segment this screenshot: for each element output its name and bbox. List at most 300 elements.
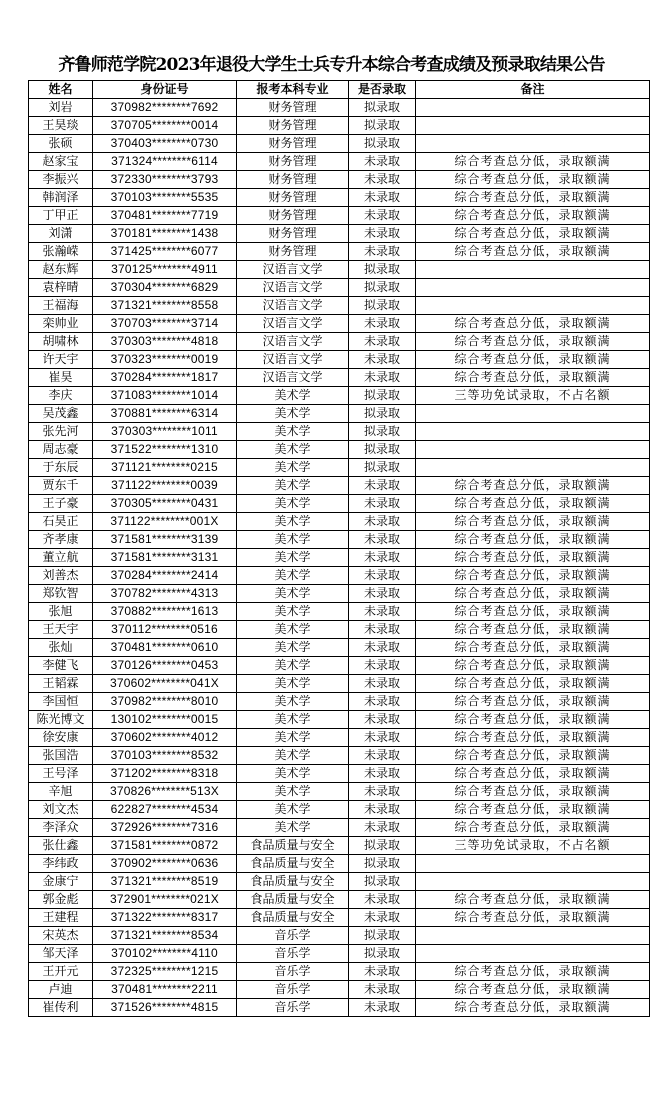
cell-note bbox=[416, 261, 650, 279]
header-admitted: 是否录取 bbox=[349, 81, 416, 99]
cell-admission-status: 未录取 bbox=[349, 783, 416, 801]
cell-id-number: 371526********4815 bbox=[93, 999, 237, 1017]
cell-note: 综合考查总分低，录取额满 bbox=[416, 171, 650, 189]
cell-major: 美术学 bbox=[237, 675, 349, 693]
cell-note bbox=[416, 99, 650, 117]
cell-note bbox=[416, 279, 650, 297]
cell-id-number: 370481********0610 bbox=[93, 639, 237, 657]
cell-admission-status: 拟录取 bbox=[349, 405, 416, 423]
cell-note: 综合考查总分低，录取额满 bbox=[416, 603, 650, 621]
cell-major: 美术学 bbox=[237, 549, 349, 567]
cell-name: 刘文杰 bbox=[29, 801, 93, 819]
table-row bbox=[29, 477, 650, 495]
cell-note: 综合考查总分低，录取额满 bbox=[416, 909, 650, 927]
table-body bbox=[29, 99, 650, 1017]
cell-admission-status: 未录取 bbox=[349, 495, 416, 513]
cell-id-number: 370481********7719 bbox=[93, 207, 237, 225]
table-row bbox=[29, 621, 650, 639]
cell-major: 美术学 bbox=[237, 711, 349, 729]
header-id: 身份证号 bbox=[93, 81, 237, 99]
cell-admission-status: 拟录取 bbox=[349, 135, 416, 153]
table-row bbox=[29, 801, 650, 819]
cell-admission-status: 拟录取 bbox=[349, 927, 416, 945]
cell-id-number: 370703********3714 bbox=[93, 315, 237, 333]
table-row bbox=[29, 855, 650, 873]
table-row bbox=[29, 837, 650, 855]
cell-admission-status: 未录取 bbox=[349, 315, 416, 333]
cell-admission-status: 未录取 bbox=[349, 711, 416, 729]
cell-note: 综合考查总分低，录取额满 bbox=[416, 639, 650, 657]
cell-id-number: 370705********0014 bbox=[93, 117, 237, 135]
cell-note: 综合考查总分低，录取额满 bbox=[416, 333, 650, 351]
table-row bbox=[29, 819, 650, 837]
cell-admission-status: 拟录取 bbox=[349, 837, 416, 855]
cell-note: 三等功免试录取，不占名额 bbox=[416, 387, 650, 405]
cell-admission-status: 未录取 bbox=[349, 657, 416, 675]
cell-admission-status: 未录取 bbox=[349, 801, 416, 819]
cell-admission-status: 未录取 bbox=[349, 675, 416, 693]
cell-id-number: 371322********8317 bbox=[93, 909, 237, 927]
cell-name: 王子豪 bbox=[29, 495, 93, 513]
cell-note: 综合考查总分低，录取额满 bbox=[416, 207, 650, 225]
cell-admission-status: 未录取 bbox=[349, 891, 416, 909]
table-row bbox=[29, 567, 650, 585]
cell-major: 美术学 bbox=[237, 585, 349, 603]
table-header-row bbox=[29, 81, 650, 99]
table-row bbox=[29, 99, 650, 117]
table-row bbox=[29, 135, 650, 153]
cell-admission-status: 未录取 bbox=[349, 189, 416, 207]
cell-note bbox=[416, 135, 650, 153]
cell-id-number: 370881********6314 bbox=[93, 405, 237, 423]
cell-note bbox=[416, 423, 650, 441]
cell-major: 汉语言文学 bbox=[237, 261, 349, 279]
cell-note: 综合考查总分低，录取额满 bbox=[416, 315, 650, 333]
cell-id-number: 370982********8010 bbox=[93, 693, 237, 711]
cell-note: 综合考查总分低，录取额满 bbox=[416, 999, 650, 1017]
cell-major: 汉语言文学 bbox=[237, 279, 349, 297]
cell-note: 综合考查总分低，录取额满 bbox=[416, 747, 650, 765]
cell-note bbox=[416, 441, 650, 459]
cell-name: 陈光博文 bbox=[29, 711, 93, 729]
cell-major: 财务管理 bbox=[237, 99, 349, 117]
cell-id-number: 372325********1215 bbox=[93, 963, 237, 981]
cell-id-number: 370103********5535 bbox=[93, 189, 237, 207]
table-row bbox=[29, 549, 650, 567]
cell-admission-status: 拟录取 bbox=[349, 423, 416, 441]
cell-note: 综合考查总分低，录取额满 bbox=[416, 783, 650, 801]
cell-name: 韩润泽 bbox=[29, 189, 93, 207]
cell-major: 美术学 bbox=[237, 819, 349, 837]
cell-id-number: 370782********4313 bbox=[93, 585, 237, 603]
cell-admission-status: 未录取 bbox=[349, 621, 416, 639]
table-row bbox=[29, 981, 650, 999]
results-table bbox=[28, 80, 650, 1017]
cell-admission-status: 拟录取 bbox=[349, 117, 416, 135]
table-row bbox=[29, 675, 650, 693]
table-row bbox=[29, 603, 650, 621]
cell-admission-status: 未录取 bbox=[349, 819, 416, 837]
cell-name: 徐安康 bbox=[29, 729, 93, 747]
cell-name: 张仕鑫 bbox=[29, 837, 93, 855]
cell-id-number: 371581********3131 bbox=[93, 549, 237, 567]
cell-major: 财务管理 bbox=[237, 189, 349, 207]
cell-name: 刘潇 bbox=[29, 225, 93, 243]
cell-note: 综合考查总分低，录取额满 bbox=[416, 243, 650, 261]
cell-admission-status: 未录取 bbox=[349, 171, 416, 189]
cell-admission-status: 拟录取 bbox=[349, 387, 416, 405]
cell-admission-status: 未录取 bbox=[349, 909, 416, 927]
cell-name: 许天宇 bbox=[29, 351, 93, 369]
cell-id-number: 370181********1438 bbox=[93, 225, 237, 243]
cell-note: 综合考查总分低，录取额满 bbox=[416, 225, 650, 243]
cell-id-number: 370602********041X bbox=[93, 675, 237, 693]
cell-major: 美术学 bbox=[237, 459, 349, 477]
cell-admission-status: 未录取 bbox=[349, 369, 416, 387]
cell-name: 李纬政 bbox=[29, 855, 93, 873]
cell-id-number: 370112********0516 bbox=[93, 621, 237, 639]
table-row bbox=[29, 423, 650, 441]
cell-id-number: 370882********1613 bbox=[93, 603, 237, 621]
cell-major: 美术学 bbox=[237, 387, 349, 405]
table-row bbox=[29, 351, 650, 369]
cell-id-number: 371522********1310 bbox=[93, 441, 237, 459]
table-row bbox=[29, 315, 650, 333]
cell-note: 综合考查总分低，录取额满 bbox=[416, 189, 650, 207]
cell-id-number: 371321********8558 bbox=[93, 297, 237, 315]
cell-admission-status: 未录取 bbox=[349, 225, 416, 243]
table-row bbox=[29, 279, 650, 297]
cell-id-number: 372901********021X bbox=[93, 891, 237, 909]
cell-id-number: 370284********2414 bbox=[93, 567, 237, 585]
cell-note: 综合考查总分低，录取额满 bbox=[416, 819, 650, 837]
cell-name: 张旭 bbox=[29, 603, 93, 621]
cell-note: 综合考查总分低，录取额满 bbox=[416, 693, 650, 711]
cell-major: 食品质量与安全 bbox=[237, 873, 349, 891]
table-row bbox=[29, 207, 650, 225]
cell-name: 张灿 bbox=[29, 639, 93, 657]
table-row bbox=[29, 729, 650, 747]
cell-name: 吴茂鑫 bbox=[29, 405, 93, 423]
cell-admission-status: 未录取 bbox=[349, 585, 416, 603]
cell-id-number: 370303********1011 bbox=[93, 423, 237, 441]
cell-note bbox=[416, 297, 650, 315]
cell-admission-status: 拟录取 bbox=[349, 297, 416, 315]
cell-major: 汉语言文学 bbox=[237, 297, 349, 315]
cell-major: 汉语言文学 bbox=[237, 351, 349, 369]
cell-admission-status: 未录取 bbox=[349, 747, 416, 765]
cell-admission-status: 拟录取 bbox=[349, 459, 416, 477]
cell-id-number: 371083********1014 bbox=[93, 387, 237, 405]
cell-major: 音乐学 bbox=[237, 999, 349, 1017]
cell-major: 音乐学 bbox=[237, 981, 349, 999]
cell-note bbox=[416, 117, 650, 135]
table-row bbox=[29, 963, 650, 981]
cell-note: 综合考查总分低，录取额满 bbox=[416, 765, 650, 783]
cell-name: 郭金彪 bbox=[29, 891, 93, 909]
table-row bbox=[29, 297, 650, 315]
table-row bbox=[29, 261, 650, 279]
cell-name: 于东辰 bbox=[29, 459, 93, 477]
cell-id-number: 371122********001X bbox=[93, 513, 237, 531]
cell-id-number: 371581********0872 bbox=[93, 837, 237, 855]
cell-note bbox=[416, 873, 650, 891]
table-row bbox=[29, 765, 650, 783]
cell-admission-status: 未录取 bbox=[349, 333, 416, 351]
cell-id-number: 622827********4534 bbox=[93, 801, 237, 819]
table-row bbox=[29, 747, 650, 765]
cell-note: 综合考查总分低，录取额满 bbox=[416, 369, 650, 387]
cell-admission-status: 拟录取 bbox=[349, 279, 416, 297]
cell-admission-status: 未录取 bbox=[349, 477, 416, 495]
cell-major: 美术学 bbox=[237, 765, 349, 783]
cell-note: 综合考查总分低，录取额满 bbox=[416, 621, 650, 639]
cell-major: 美术学 bbox=[237, 801, 349, 819]
cell-admission-status: 未录取 bbox=[349, 981, 416, 999]
cell-major: 音乐学 bbox=[237, 945, 349, 963]
cell-major: 美术学 bbox=[237, 621, 349, 639]
cell-id-number: 371321********8519 bbox=[93, 873, 237, 891]
cell-note: 综合考查总分低，录取额满 bbox=[416, 549, 650, 567]
cell-major: 美术学 bbox=[237, 531, 349, 549]
cell-admission-status: 拟录取 bbox=[349, 99, 416, 117]
cell-name: 王福海 bbox=[29, 297, 93, 315]
table-row bbox=[29, 171, 650, 189]
cell-id-number: 371121********0215 bbox=[93, 459, 237, 477]
cell-id-number: 370481********2211 bbox=[93, 981, 237, 999]
cell-major: 美术学 bbox=[237, 423, 349, 441]
cell-note: 综合考查总分低，录取额满 bbox=[416, 891, 650, 909]
cell-major: 美术学 bbox=[237, 495, 349, 513]
cell-major: 汉语言文学 bbox=[237, 369, 349, 387]
cell-id-number: 371324********6114 bbox=[93, 153, 237, 171]
cell-note: 综合考查总分低，录取额满 bbox=[416, 477, 650, 495]
table-row bbox=[29, 999, 650, 1017]
cell-admission-status: 拟录取 bbox=[349, 945, 416, 963]
cell-major: 美术学 bbox=[237, 603, 349, 621]
table-row bbox=[29, 531, 650, 549]
table-row bbox=[29, 693, 650, 711]
cell-name: 赵家宝 bbox=[29, 153, 93, 171]
cell-name: 王昊琰 bbox=[29, 117, 93, 135]
cell-admission-status: 未录取 bbox=[349, 963, 416, 981]
cell-name: 李振兴 bbox=[29, 171, 93, 189]
header-name: 姓名 bbox=[29, 81, 93, 99]
cell-note: 综合考查总分低，录取额满 bbox=[416, 585, 650, 603]
cell-admission-status: 未录取 bbox=[349, 603, 416, 621]
table-row bbox=[29, 711, 650, 729]
cell-id-number: 130102********0015 bbox=[93, 711, 237, 729]
header-major: 报考本科专业 bbox=[237, 81, 349, 99]
cell-id-number: 370303********4818 bbox=[93, 333, 237, 351]
table-row bbox=[29, 225, 650, 243]
cell-major: 美术学 bbox=[237, 639, 349, 657]
cell-major: 食品质量与安全 bbox=[237, 855, 349, 873]
table-row bbox=[29, 495, 650, 513]
cell-admission-status: 未录取 bbox=[349, 351, 416, 369]
cell-major: 食品质量与安全 bbox=[237, 837, 349, 855]
table-row bbox=[29, 513, 650, 531]
cell-major: 美术学 bbox=[237, 405, 349, 423]
table-row bbox=[29, 243, 650, 261]
cell-name: 王建程 bbox=[29, 909, 93, 927]
cell-id-number: 371202********8318 bbox=[93, 765, 237, 783]
cell-id-number: 371581********3139 bbox=[93, 531, 237, 549]
table-row bbox=[29, 459, 650, 477]
cell-note: 综合考查总分低，录取额满 bbox=[416, 567, 650, 585]
cell-note: 综合考查总分低，录取额满 bbox=[416, 351, 650, 369]
table-row bbox=[29, 153, 650, 171]
table-row bbox=[29, 117, 650, 135]
cell-id-number: 371122********0039 bbox=[93, 477, 237, 495]
table-row bbox=[29, 405, 650, 423]
cell-note: 综合考查总分低，录取额满 bbox=[416, 153, 650, 171]
table-row bbox=[29, 369, 650, 387]
table-row bbox=[29, 945, 650, 963]
cell-name: 邹天泽 bbox=[29, 945, 93, 963]
cell-name: 刘善杰 bbox=[29, 567, 93, 585]
cell-major: 财务管理 bbox=[237, 171, 349, 189]
cell-id-number: 370902********0636 bbox=[93, 855, 237, 873]
cell-name: 董立航 bbox=[29, 549, 93, 567]
cell-admission-status: 未录取 bbox=[349, 567, 416, 585]
cell-name: 王韬霖 bbox=[29, 675, 93, 693]
cell-major: 音乐学 bbox=[237, 963, 349, 981]
cell-note: 综合考查总分低，录取额满 bbox=[416, 981, 650, 999]
page-title: 齐鲁师范学院2023年退役大学生士兵专升本综合考查成绩及预录取结果公告 bbox=[58, 55, 605, 75]
header-note: 备注 bbox=[416, 81, 650, 99]
cell-major: 美术学 bbox=[237, 567, 349, 585]
cell-admission-status: 拟录取 bbox=[349, 261, 416, 279]
cell-id-number: 372926********7316 bbox=[93, 819, 237, 837]
cell-major: 美术学 bbox=[237, 657, 349, 675]
table-row bbox=[29, 909, 650, 927]
cell-name: 李泽众 bbox=[29, 819, 93, 837]
cell-major: 财务管理 bbox=[237, 243, 349, 261]
cell-note bbox=[416, 927, 650, 945]
cell-name: 王开元 bbox=[29, 963, 93, 981]
cell-major: 财务管理 bbox=[237, 135, 349, 153]
cell-admission-status: 未录取 bbox=[349, 153, 416, 171]
cell-note: 综合考查总分低，录取额满 bbox=[416, 711, 650, 729]
cell-admission-status: 拟录取 bbox=[349, 855, 416, 873]
cell-name: 刘岩 bbox=[29, 99, 93, 117]
cell-id-number: 370102********4110 bbox=[93, 945, 237, 963]
cell-major: 汉语言文学 bbox=[237, 333, 349, 351]
table-row bbox=[29, 333, 650, 351]
cell-id-number: 370826********513X bbox=[93, 783, 237, 801]
cell-name: 张瀚嵘 bbox=[29, 243, 93, 261]
cell-id-number: 370403********0730 bbox=[93, 135, 237, 153]
cell-admission-status: 拟录取 bbox=[349, 441, 416, 459]
cell-name: 崔昊 bbox=[29, 369, 93, 387]
cell-note: 综合考查总分低，录取额满 bbox=[416, 531, 650, 549]
cell-name: 李健飞 bbox=[29, 657, 93, 675]
cell-note: 综合考查总分低，录取额满 bbox=[416, 657, 650, 675]
cell-note bbox=[416, 855, 650, 873]
cell-admission-status: 未录取 bbox=[349, 207, 416, 225]
cell-name: 周志豪 bbox=[29, 441, 93, 459]
cell-name: 辛旭 bbox=[29, 783, 93, 801]
table-row bbox=[29, 585, 650, 603]
cell-note bbox=[416, 405, 650, 423]
cell-admission-status: 未录取 bbox=[349, 729, 416, 747]
table-row bbox=[29, 783, 650, 801]
cell-admission-status: 未录取 bbox=[349, 513, 416, 531]
cell-name: 金康宁 bbox=[29, 873, 93, 891]
cell-major: 美术学 bbox=[237, 477, 349, 495]
cell-admission-status: 未录取 bbox=[349, 765, 416, 783]
cell-id-number: 370284********1817 bbox=[93, 369, 237, 387]
cell-id-number: 370304********6829 bbox=[93, 279, 237, 297]
cell-note: 三等功免试录取，不占名额 bbox=[416, 837, 650, 855]
table-row bbox=[29, 873, 650, 891]
cell-major: 美术学 bbox=[237, 783, 349, 801]
cell-name: 袁梓晴 bbox=[29, 279, 93, 297]
cell-note: 综合考查总分低，录取额满 bbox=[416, 801, 650, 819]
cell-name: 贾东千 bbox=[29, 477, 93, 495]
table-row bbox=[29, 639, 650, 657]
cell-id-number: 370305********0431 bbox=[93, 495, 237, 513]
cell-name: 卢迪 bbox=[29, 981, 93, 999]
cell-name: 张先河 bbox=[29, 423, 93, 441]
cell-major: 美术学 bbox=[237, 693, 349, 711]
cell-id-number: 370103********8532 bbox=[93, 747, 237, 765]
cell-id-number: 372330********3793 bbox=[93, 171, 237, 189]
cell-id-number: 370602********4012 bbox=[93, 729, 237, 747]
cell-id-number: 370982********7692 bbox=[93, 99, 237, 117]
cell-note: 综合考查总分低，录取额满 bbox=[416, 963, 650, 981]
cell-name: 王天宇 bbox=[29, 621, 93, 639]
table-row bbox=[29, 387, 650, 405]
cell-name: 李庆 bbox=[29, 387, 93, 405]
cell-note: 综合考查总分低，录取额满 bbox=[416, 495, 650, 513]
cell-major: 美术学 bbox=[237, 513, 349, 531]
cell-name: 王号泽 bbox=[29, 765, 93, 783]
cell-name: 张国浩 bbox=[29, 747, 93, 765]
cell-note bbox=[416, 459, 650, 477]
cell-name: 宋英杰 bbox=[29, 927, 93, 945]
cell-admission-status: 未录取 bbox=[349, 693, 416, 711]
cell-major: 财务管理 bbox=[237, 117, 349, 135]
cell-major: 财务管理 bbox=[237, 207, 349, 225]
cell-note: 综合考查总分低，录取额满 bbox=[416, 729, 650, 747]
cell-name: 李国恒 bbox=[29, 693, 93, 711]
cell-name: 赵东辉 bbox=[29, 261, 93, 279]
cell-name: 栾帅业 bbox=[29, 315, 93, 333]
cell-name: 胡啸林 bbox=[29, 333, 93, 351]
cell-name: 郑钦智 bbox=[29, 585, 93, 603]
table-row bbox=[29, 891, 650, 909]
table-row bbox=[29, 657, 650, 675]
cell-name: 石昊正 bbox=[29, 513, 93, 531]
table-row bbox=[29, 189, 650, 207]
cell-id-number: 370323********0019 bbox=[93, 351, 237, 369]
cell-major: 美术学 bbox=[237, 729, 349, 747]
cell-major: 食品质量与安全 bbox=[237, 909, 349, 927]
cell-admission-status: 未录取 bbox=[349, 531, 416, 549]
cell-note: 综合考查总分低，录取额满 bbox=[416, 513, 650, 531]
cell-admission-status: 未录取 bbox=[349, 243, 416, 261]
cell-admission-status: 未录取 bbox=[349, 639, 416, 657]
cell-major: 音乐学 bbox=[237, 927, 349, 945]
cell-id-number: 371425********6077 bbox=[93, 243, 237, 261]
cell-name: 丁甲正 bbox=[29, 207, 93, 225]
cell-major: 美术学 bbox=[237, 747, 349, 765]
cell-id-number: 371321********8534 bbox=[93, 927, 237, 945]
cell-admission-status: 未录取 bbox=[349, 999, 416, 1017]
cell-name: 崔传利 bbox=[29, 999, 93, 1017]
